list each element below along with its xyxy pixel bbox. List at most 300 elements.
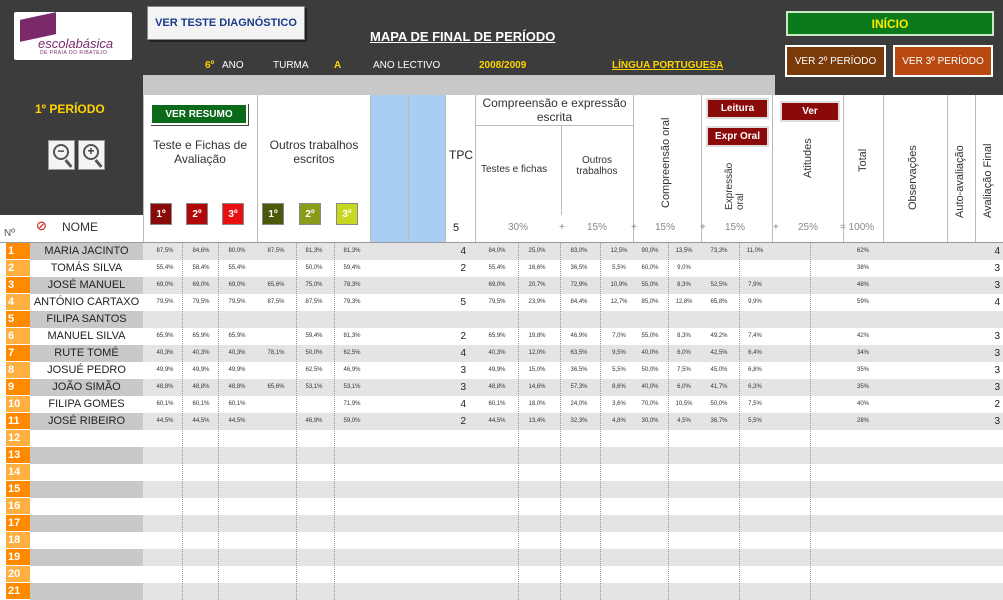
score-cell[interactable] [220, 311, 254, 328]
table-row [0, 430, 1003, 447]
score-cell[interactable]: 44,5% [488, 418, 506, 424]
score-cell[interactable]: 44,5% [228, 418, 246, 424]
score-cell[interactable]: 81,3% [305, 248, 323, 254]
total-cell[interactable]: 42% [856, 333, 869, 339]
score-cell[interactable]: 7,0% [612, 333, 626, 339]
score-cell[interactable]: 45,0% [710, 367, 728, 373]
final-grade-cell[interactable]: 4 [994, 246, 1000, 257]
row-number: 13 [6, 447, 30, 464]
turma-label: TURMA [273, 60, 309, 71]
score-cell[interactable]: 11,0% [746, 248, 764, 254]
score-cell[interactable]: 65,9% [228, 333, 246, 339]
atitudes-header: Atitudes [802, 138, 814, 178]
student-name[interactable] [30, 464, 143, 481]
score-cell[interactable]: 40,3% [488, 350, 506, 356]
score-cell[interactable]: 57,3% [570, 384, 588, 390]
table-row [0, 515, 1003, 532]
logo-subtitle: DE PRAIA DO RIBATEJO [40, 50, 108, 56]
score-cell[interactable]: 19,8% [528, 333, 546, 339]
row-number: 9 [6, 379, 30, 396]
score-cell[interactable]: 6,8% [748, 367, 762, 373]
score-cell[interactable]: 8,3% [677, 282, 691, 288]
score-cell[interactable]: 25,0% [528, 248, 546, 254]
pct-15-b: 15% [655, 222, 676, 233]
outros-1-button[interactable]: 1º [262, 203, 284, 225]
total-cell[interactable]: 48% [856, 282, 869, 288]
score-cell[interactable]: 53,1% [305, 384, 323, 390]
student-name[interactable] [30, 515, 143, 532]
total-cell[interactable]: 35% [856, 384, 869, 390]
score-cell[interactable]: 50,0% [305, 265, 323, 271]
outros-trabalhos-header: Outros trabalhos [576, 155, 618, 177]
score-cell[interactable]: 6,0% [677, 384, 691, 390]
tpc-cell[interactable] [446, 311, 466, 328]
score-cell[interactable]: 50,0% [710, 401, 728, 407]
periodo-label: 1º PERÍODO [35, 102, 105, 116]
score-cell[interactable]: 65,9% [156, 333, 174, 339]
score-cell[interactable]: 69,0% [228, 282, 246, 288]
ver-atitudes-button[interactable]: Ver [780, 101, 840, 122]
outros-escritos-header: Outros trabalhos escritos [269, 138, 359, 166]
student-name[interactable] [30, 566, 143, 583]
score-cell[interactable]: 49,9% [488, 367, 506, 373]
student-name[interactable]: TOMÁS SILVA [50, 262, 123, 274]
expr-oral-button[interactable]: Expr Oral [706, 126, 769, 147]
score-cell[interactable] [634, 311, 666, 328]
score-cell[interactable]: 75,0% [305, 282, 323, 288]
score-cell[interactable]: 7,5% [748, 401, 762, 407]
header-strip-left [0, 75, 143, 95]
score-cell[interactable]: 58,4% [192, 265, 210, 271]
header-strip-gray [143, 75, 775, 95]
student-name[interactable]: MARIA JACINTO [44, 245, 129, 257]
pct-100: = 100% [840, 222, 875, 233]
score-cell[interactable]: 55,4% [156, 265, 174, 271]
final-grade-cell[interactable]: 3 [994, 348, 1000, 359]
student-name[interactable]: FILIPA SANTOS [46, 313, 127, 325]
compreensao-oral-header: Compreensão oral [660, 117, 672, 208]
score-cell[interactable]: 44,5% [156, 418, 174, 424]
row-number: 3 [6, 277, 30, 294]
student-name[interactable] [30, 447, 143, 464]
score-cell[interactable]: 87,5% [267, 248, 285, 254]
score-cell[interactable] [296, 396, 332, 413]
tpc-cell[interactable] [446, 277, 466, 294]
zoom-out-button[interactable]: − [48, 140, 75, 170]
score-cell[interactable]: 90,0% [641, 248, 659, 254]
final-grade-cell[interactable]: 3 [994, 280, 1000, 291]
score-cell[interactable]: 7,9% [748, 282, 762, 288]
auto-avaliacao-header: Auto-avaliação [954, 145, 966, 218]
score-cell[interactable] [258, 396, 294, 413]
total-cell[interactable]: 40% [856, 401, 869, 407]
score-cell[interactable]: 69,0% [156, 282, 174, 288]
row-number: 11 [6, 413, 30, 430]
final-grade-cell[interactable]: 3 [994, 416, 1000, 427]
table-row [0, 260, 1003, 277]
score-cell[interactable]: 65,9% [192, 333, 210, 339]
score-cell[interactable]: 48,8% [156, 384, 174, 390]
student-name[interactable]: JOÃO SIMÃO [52, 381, 121, 393]
score-cell[interactable]: 13,5% [675, 248, 693, 254]
score-cell[interactable] [560, 311, 598, 328]
ano-lectivo-value: 2008/2009 [479, 60, 527, 71]
table-row [0, 362, 1003, 379]
total-cell[interactable]: 59% [856, 299, 869, 305]
turma-value: A [334, 60, 342, 71]
score-cell[interactable]: 52,5% [710, 282, 728, 288]
student-name[interactable]: JOSÉ MANUEL [47, 279, 126, 291]
row-number: 14 [6, 464, 30, 481]
score-cell[interactable]: 60,1% [192, 401, 210, 407]
total-cell[interactable]: 38% [856, 265, 869, 271]
score-cell[interactable] [703, 311, 735, 328]
score-cell[interactable]: 70,0% [641, 401, 659, 407]
score-cell[interactable] [668, 311, 700, 328]
score-cell[interactable]: 65,6% [267, 384, 285, 390]
score-cell[interactable]: 69,0% [192, 282, 210, 288]
score-cell[interactable]: 8,6% [612, 384, 626, 390]
score-cell[interactable]: 7,5% [677, 367, 691, 373]
row-number: 18 [6, 532, 30, 549]
score-cell[interactable] [739, 311, 771, 328]
score-cell[interactable]: 3,6% [612, 401, 626, 407]
score-cell[interactable]: 6,3% [748, 384, 762, 390]
score-cell[interactable]: 48,8% [488, 384, 506, 390]
score-cell[interactable]: 59,4% [305, 333, 323, 339]
score-cell[interactable]: 53,1% [343, 384, 361, 390]
score-cell[interactable]: 79,5% [192, 299, 210, 305]
total-cell[interactable] [846, 311, 880, 328]
table-row [0, 345, 1003, 362]
score-cell[interactable]: 84,0% [488, 248, 506, 254]
score-cell[interactable]: 20,7% [528, 282, 546, 288]
score-cell[interactable]: 30,0% [641, 418, 659, 424]
final-grade-cell[interactable]: 3 [994, 263, 1000, 274]
avaliacao-final-header: Avaliação Final [982, 143, 994, 218]
score-cell[interactable]: 71,9% [343, 401, 361, 407]
ano-label: ANO [222, 60, 244, 71]
table-row [0, 413, 1003, 430]
score-cell[interactable]: 63,5% [570, 350, 588, 356]
score-cell[interactable]: 85,0% [641, 299, 659, 305]
compreensao-escrita-header: Compreensão e expressão escrita [482, 96, 627, 124]
score-cell[interactable]: 9,5% [612, 350, 626, 356]
teste-2-button[interactable]: 2º [186, 203, 208, 225]
score-cell[interactable]: 36,5% [570, 367, 588, 373]
score-cell[interactable]: 36,5% [570, 265, 588, 271]
table-row [0, 532, 1003, 549]
score-cell[interactable]: 18,0% [528, 401, 546, 407]
ver-3-periodo-button[interactable]: VER 3º PERÍODO [893, 45, 993, 77]
teste-3-button[interactable]: 3º [222, 203, 244, 225]
score-cell[interactable]: 14,6% [528, 384, 546, 390]
score-cell[interactable]: 84,4% [570, 299, 588, 305]
score-cell[interactable]: 72,9% [570, 282, 588, 288]
final-grade-cell[interactable]: 3 [994, 331, 1000, 342]
score-cell[interactable]: 13,4% [528, 418, 546, 424]
score-cell[interactable] [739, 260, 771, 277]
score-cell[interactable]: 4,8% [612, 418, 626, 424]
score-cell[interactable]: 78,3% [343, 282, 361, 288]
row-number: 12 [6, 430, 30, 447]
row-number: 6 [6, 328, 30, 345]
table-row [0, 294, 1003, 311]
student-name[interactable]: MANUEL SILVA [47, 330, 126, 342]
score-cell[interactable]: 59,4% [343, 265, 361, 271]
score-cell[interactable]: 65,6% [267, 282, 285, 288]
score-cell[interactable] [258, 328, 294, 345]
student-name[interactable]: ANTÓNIO CARTAXO [33, 296, 140, 308]
row-number: 5 [6, 311, 30, 328]
table-row [0, 396, 1003, 413]
score-cell[interactable]: 55,0% [641, 282, 659, 288]
score-cell[interactable]: 7,4% [748, 333, 762, 339]
score-cell[interactable]: 5,5% [748, 418, 762, 424]
student-name[interactable]: RUTE TOMÉ [54, 347, 119, 359]
score-cell[interactable]: 73,3% [710, 248, 728, 254]
score-cell[interactable]: 50,0% [641, 367, 659, 373]
score-cell[interactable]: 9,0% [677, 265, 691, 271]
score-cell[interactable] [258, 311, 294, 328]
score-cell[interactable]: 69,0% [488, 282, 506, 288]
ano-lectivo-label: ANO LECTIVO [373, 60, 441, 71]
score-cell[interactable]: 79,5% [488, 299, 506, 305]
total-cell[interactable]: 28% [856, 418, 869, 424]
score-cell[interactable] [184, 311, 218, 328]
score-cell[interactable]: 60,1% [156, 401, 174, 407]
num-label: Nº [4, 228, 15, 239]
score-cell[interactable]: 55,4% [488, 265, 506, 271]
ver-2-periodo-button[interactable]: VER 2º PERÍODO [785, 45, 886, 77]
table-row [0, 243, 1003, 260]
tpc-max: 5 [452, 222, 460, 234]
score-cell[interactable]: 65,8% [710, 299, 728, 305]
row-number: 10 [6, 396, 30, 413]
row-number: 16 [6, 498, 30, 515]
score-cell[interactable]: 12,8% [675, 299, 693, 305]
table-row [0, 566, 1003, 583]
tpc-header: TPC [449, 148, 473, 162]
student-name[interactable]: JOSUÉ PEDRO [47, 364, 126, 376]
score-cell[interactable]: 12,0% [528, 350, 546, 356]
leitura-button[interactable]: Leitura [706, 98, 769, 119]
score-cell[interactable]: 79,3% [343, 299, 361, 305]
score-cell[interactable]: 49,9% [156, 367, 174, 373]
row-number: 20 [6, 566, 30, 583]
score-cell[interactable] [258, 260, 294, 277]
row-number: 1 [6, 243, 30, 260]
score-cell[interactable]: 8,3% [677, 333, 691, 339]
tpc-cell[interactable]: 4 [460, 246, 466, 257]
score-cell[interactable] [703, 260, 735, 277]
student-name[interactable]: FILIPA GOMES [48, 398, 125, 410]
tpc-cell[interactable]: 2 [460, 263, 466, 274]
final-grade-cell[interactable]: 4 [994, 297, 1000, 308]
ver-resumo-button[interactable]: VER RESUMO [150, 103, 248, 125]
tpc-cell[interactable]: 3 [460, 382, 466, 393]
table-row [0, 328, 1003, 345]
score-cell[interactable]: 12,7% [610, 299, 628, 305]
total-cell[interactable]: 34% [856, 350, 869, 356]
student-name[interactable] [30, 430, 143, 447]
score-cell[interactable]: 65,9% [488, 333, 506, 339]
score-cell[interactable] [518, 311, 556, 328]
score-cell[interactable]: 60,1% [228, 401, 246, 407]
score-cell[interactable] [600, 311, 638, 328]
total-cell[interactable]: 62% [856, 248, 869, 254]
disciplina-value: LÍNGUA PORTUGUESA [612, 60, 724, 71]
score-cell[interactable]: 12,5% [610, 248, 628, 254]
score-cell[interactable] [334, 311, 370, 328]
score-cell[interactable]: 44,5% [192, 418, 210, 424]
row-number: 2 [6, 260, 30, 277]
score-cell[interactable]: 55,0% [641, 333, 659, 339]
score-cell[interactable]: 49,9% [192, 367, 210, 373]
score-cell[interactable]: 79,5% [228, 299, 246, 305]
score-cell[interactable]: 41,7% [710, 384, 728, 390]
score-cell[interactable] [258, 362, 294, 379]
tpc-cell[interactable]: 2 [460, 416, 466, 427]
score-cell[interactable]: 40,3% [192, 350, 210, 356]
outros-3-button[interactable]: 3º [336, 203, 358, 225]
tpc-cell[interactable]: 3 [460, 365, 466, 376]
score-cell[interactable]: 46,9% [305, 418, 323, 424]
score-cell[interactable]: 6,0% [677, 350, 691, 356]
score-cell[interactable]: 40,3% [156, 350, 174, 356]
score-cell[interactable]: 36,7% [710, 418, 728, 424]
score-cell[interactable]: 60,1% [488, 401, 506, 407]
score-cell[interactable]: 10,9% [610, 282, 628, 288]
score-cell[interactable]: 48,8% [192, 384, 210, 390]
score-cell[interactable]: 62,5% [343, 350, 361, 356]
score-cell[interactable]: 4,5% [677, 418, 691, 424]
school-logo [14, 12, 132, 60]
score-cell[interactable]: 32,3% [570, 418, 588, 424]
teste-1-button[interactable]: 1º [150, 203, 172, 225]
score-cell[interactable] [148, 311, 182, 328]
inicio-button[interactable]: INÍCIO [786, 11, 994, 36]
table-row [0, 379, 1003, 396]
student-name[interactable] [30, 549, 143, 566]
final-grade-cell[interactable]: 2 [994, 399, 1000, 410]
score-cell[interactable]: 62,5% [305, 367, 323, 373]
ver-teste-diagnostico-button[interactable]: VER TESTE DIAGNÓSTICO [147, 6, 305, 40]
score-cell[interactable]: 60,0% [641, 265, 659, 271]
score-cell[interactable]: 40,0% [641, 384, 659, 390]
total-cell[interactable]: 35% [856, 367, 869, 373]
testes-fichas-header: Testes e fichas [481, 164, 548, 175]
student-name[interactable]: JOSÉ RIBEIRO [47, 415, 126, 427]
final-grade-cell[interactable] [976, 311, 1000, 328]
final-grade-cell[interactable]: 3 [994, 382, 1000, 393]
tpc-cell[interactable]: 5 [460, 297, 466, 308]
score-cell[interactable]: 42,5% [710, 350, 728, 356]
score-cell[interactable]: 9,9% [748, 299, 762, 305]
score-cell[interactable]: 10,5% [675, 401, 693, 407]
total-header: Total [857, 148, 869, 172]
student-name[interactable] [30, 498, 143, 515]
pct-25: 25% [798, 222, 819, 233]
student-name[interactable] [30, 481, 143, 498]
pct-30: 30% [508, 222, 529, 233]
row-number: 19 [6, 549, 30, 566]
score-cell[interactable]: 5,5% [612, 367, 626, 373]
score-cell[interactable]: 81,3% [343, 333, 361, 339]
final-grade-cell[interactable]: 3 [994, 365, 1000, 376]
score-cell[interactable]: 79,5% [156, 299, 174, 305]
score-cell[interactable]: 40,0% [641, 350, 659, 356]
score-cell[interactable]: 48,8% [228, 384, 246, 390]
score-cell[interactable]: 23,9% [528, 299, 546, 305]
score-cell[interactable]: 6,4% [748, 350, 762, 356]
score-cell[interactable] [296, 311, 332, 328]
score-cell[interactable]: 84,6% [192, 248, 210, 254]
tpc-cell[interactable]: 2 [460, 331, 466, 342]
table-row [0, 447, 1003, 464]
score-cell[interactable]: 80,0% [228, 248, 246, 254]
score-cell[interactable]: 5,5% [612, 265, 626, 271]
table-row [0, 583, 1003, 600]
score-cell[interactable]: 49,9% [228, 367, 246, 373]
score-cell[interactable] [478, 311, 516, 328]
row-number: 7 [6, 345, 30, 362]
zoom-in-button[interactable]: + [78, 140, 105, 170]
score-cell[interactable]: 55,4% [228, 265, 246, 271]
observacoes-header: Observações [907, 145, 919, 210]
tpc-cell[interactable]: 4 [460, 348, 466, 359]
score-cell[interactable]: 46,9% [343, 367, 361, 373]
score-cell[interactable]: 40,3% [228, 350, 246, 356]
score-cell[interactable]: 87,5% [156, 248, 174, 254]
score-cell[interactable]: 81,3% [343, 248, 361, 254]
score-cell[interactable]: 50,0% [305, 350, 323, 356]
row-number: 21 [6, 583, 30, 600]
score-cell[interactable]: 87,5% [305, 299, 323, 305]
score-cell[interactable]: 24,0% [570, 401, 588, 407]
pct-15-c: 15% [725, 222, 746, 233]
row-number: 15 [6, 481, 30, 498]
score-cell[interactable] [258, 413, 294, 430]
name-label: NOME [62, 220, 98, 234]
page-title: MAPA DE FINAL DE PERÍODO [370, 29, 556, 44]
score-cell[interactable]: 15,0% [528, 367, 546, 373]
table-row [0, 277, 1003, 294]
score-cell[interactable]: 16,6% [528, 265, 546, 271]
student-name[interactable] [30, 583, 143, 600]
score-cell[interactable]: 78,1% [267, 350, 285, 356]
table-row [0, 464, 1003, 481]
student-name[interactable] [30, 532, 143, 549]
logo-text: escolabásica [38, 36, 114, 51]
table-row [0, 498, 1003, 515]
ano-value: 6º [205, 60, 215, 71]
table-row [0, 481, 1003, 498]
table-row [0, 549, 1003, 566]
expressao-oral-header: Expressão oral [724, 162, 746, 210]
score-cell[interactable]: 83,0% [570, 248, 588, 254]
eye-off-icon[interactable]: ⊘ [36, 218, 47, 233]
row-number: 4 [6, 294, 30, 311]
score-cell[interactable]: 59,0% [343, 418, 361, 424]
row-number: 17 [6, 515, 30, 532]
outros-2-button[interactable]: 2º [299, 203, 321, 225]
pct-15-a: 15% [587, 222, 608, 233]
score-cell[interactable]: 46,9% [570, 333, 588, 339]
score-cell[interactable]: 49,2% [710, 333, 728, 339]
score-cell[interactable]: 87,5% [267, 299, 285, 305]
tpc-cell[interactable]: 4 [460, 399, 466, 410]
